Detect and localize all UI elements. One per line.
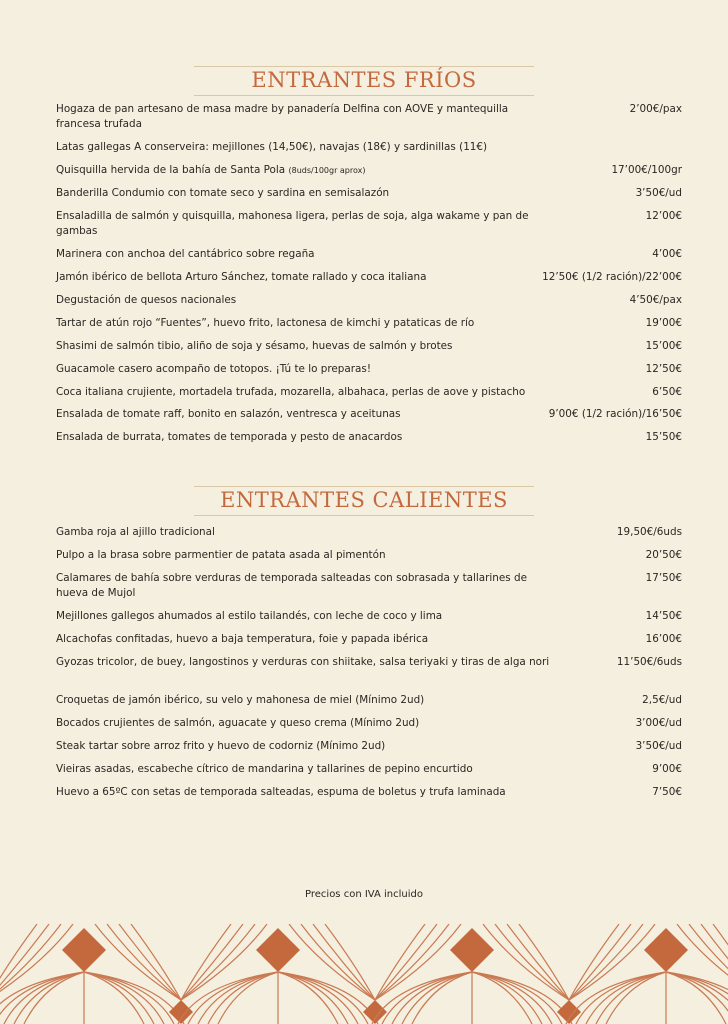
menu-item-name-text: Steak tartar sobre arroz frito y huevo de codorniz (Mínimo 2ud): [56, 740, 386, 752]
menu-item-name-text: Gyozas tricolor, de buey, langostinos y verduras con shiitake, salsa teriyaki y tiras de alga nori: [56, 656, 550, 668]
menu-item-price: 14’50€: [645, 610, 682, 622]
menu-item-name: [56, 693, 551, 708]
menu-item-name-text: Huevo a 65ºC con setas de temporada salteadas, espuma de boletus y trufa laminada: [56, 786, 506, 798]
menu-item-name-text: Shasimi de salmón tibio, aliño de soja y sésamo, huevas de salmón y brotes: [56, 340, 453, 352]
menu-item-price: 2’00€/pax: [629, 103, 682, 115]
menu-item-name: [56, 293, 551, 308]
menu-item-price: 6’50€: [652, 386, 682, 398]
menu-item-name-text: Guacamole casero acompaño de totopos. ¡Tú te lo preparas!: [56, 363, 371, 375]
menu-item-price: 15’50€: [645, 431, 682, 443]
menu-item-price: 20’50€: [645, 549, 682, 561]
pattern-diamond: [62, 928, 106, 972]
menu-item-name: [56, 785, 551, 800]
menu-item-name: [56, 407, 551, 422]
menu-item-name-text: Marinera con anchoa del cantábrico sobre regaña: [56, 248, 315, 260]
menu-item-name-text: Banderilla Condumio con tomate seco y sardina en semisalazón: [56, 187, 390, 199]
menu-item-name: [56, 186, 551, 201]
menu-item-name-text: Calamares de bahía sobre verduras de temporada salteadas con sobrasada y tallarines de hueva de Mujol: [56, 572, 527, 599]
hot-section-title: ENTRANTES CALIENTES: [220, 488, 508, 512]
hot-heading-rule-bottom: [194, 515, 534, 516]
menu-item-price: 19,50€/6uds: [616, 526, 682, 538]
menu-item-name-text: Degustación de quesos nacionales: [56, 294, 237, 306]
menu-item-name-text: Hogaza de pan artesano de masa madre by panadería Delfina con AOVE y mantequilla francesa trufada: [56, 103, 509, 130]
menu-item-price: 16’00€: [645, 633, 682, 645]
menu-item-name: [56, 739, 551, 754]
menu-item-price: 17’00€/100gr: [611, 164, 682, 176]
menu-item-price: 12’00€: [645, 210, 682, 222]
menu-item-name: [56, 247, 551, 262]
menu-item-price: 3’50€/ud: [635, 187, 682, 199]
menu-item-price: 9’00€ (1/2 ración)/16’50€: [548, 408, 682, 420]
menu-item-name: [56, 716, 551, 731]
menu-item-price: 19’00€: [645, 317, 682, 329]
pattern-diamond: [644, 928, 688, 972]
cold-heading-rule-bottom: [194, 95, 534, 96]
menu-item-price: 17’50€: [645, 572, 682, 584]
menu-item-name: [56, 609, 551, 624]
menu-item-name: [56, 632, 551, 647]
cold-section-title: ENTRANTES FRÍOS: [251, 68, 477, 92]
pattern-diamond: [256, 928, 300, 972]
menu-item-price: 12’50€ (1/2 ración)/22’00€: [542, 271, 682, 283]
menu-item-price: 4’00€: [652, 248, 682, 260]
menu-item-price: 2,5€/ud: [642, 694, 682, 706]
decorative-art-deco-pattern: [0, 924, 728, 1024]
menu-item-note: (8uds/100gr aprox): [288, 166, 366, 175]
menu-item-name: [56, 362, 551, 377]
menu-item-price: 12’50€: [645, 363, 682, 375]
menu-item-name: [56, 385, 551, 400]
menu-item-name-text: Tartar de atún rojo “Fuentes”, huevo frito, lactonesa de kimchi y pataticas de río: [56, 317, 475, 329]
price-note: Precios con IVA incluido: [305, 889, 423, 900]
cold-heading-block: [194, 66, 534, 96]
menu-item-name-text: Quisquilla hervida de la bahía de Santa Pola: [56, 164, 286, 176]
menu-item-name: [56, 209, 551, 239]
menu-item-name-text: Bocados crujientes de salmón, aguacate y queso crema (Mínimo 2ud): [56, 717, 420, 729]
menu-item-price: 3’00€/ud: [635, 717, 682, 729]
menu-item-name-text: Coca italiana crujiente, mortadela trufada, mozarella, albahaca, perlas de aove y pistacho: [56, 386, 526, 398]
menu-item-price: 4’50€/pax: [629, 294, 682, 306]
menu-item-name: [56, 571, 551, 601]
hot-heading-rule-top: [194, 486, 534, 487]
menu-item-name: [56, 548, 551, 563]
menu-item-name-text: Latas gallegas A conserveira: mejillones (14,50€), navajas (18€) y sardinillas (11€): [56, 141, 488, 153]
menu-item-name-text: Gamba roja al ajillo tradicional: [56, 526, 215, 538]
menu-item-name: [56, 430, 551, 445]
cold-heading-rule-top: [194, 66, 534, 67]
menu-item-name: [56, 102, 551, 132]
menu-item-name-text: Alcachofas confitadas, huevo a baja temperatura, foie y papada ibérica: [56, 633, 429, 645]
menu-item-name-text: Ensalada de tomate raff, bonito en salazón, ventresca y aceitunas: [56, 408, 401, 420]
menu-item-name: [56, 140, 551, 155]
menu-item-name: [56, 762, 551, 777]
menu-item-price: 11’50€/6uds: [616, 656, 682, 668]
menu-item-name: [56, 525, 551, 540]
hot-heading-block: [194, 486, 534, 516]
pattern-diamond: [450, 928, 494, 972]
menu-item-name-text: Ensaladilla de salmón y quisquilla, mahonesa ligera, perlas de soja, alga wakame y pan de gambas: [56, 210, 529, 237]
menu-item-name-text: Ensalada de burrata, tomates de temporada y pesto de anacardos: [56, 431, 403, 443]
menu-item-price: 9’00€: [652, 763, 682, 775]
menu-item-name: [56, 270, 551, 285]
menu-item-name: [56, 163, 551, 178]
menu-item-name: [56, 339, 551, 354]
menu-item-price: 7’50€: [652, 786, 682, 798]
menu-item-price: 15’00€: [645, 340, 682, 352]
menu-item-name: [56, 655, 551, 670]
menu-item-name-text: Pulpo a la brasa sobre parmentier de patata asada al pimentón: [56, 549, 386, 561]
menu-item-name-text: Mejillones gallegos ahumados al estilo tailandés, con leche de coco y lima: [56, 610, 443, 622]
menu-item-name: [56, 316, 551, 331]
menu-item-price: 3’50€/ud: [635, 740, 682, 752]
menu-item-name-text: Jamón ibérico de bellota Arturo Sánchez, tomate rallado y coca italiana: [56, 271, 427, 283]
menu-item-name-text: Vieiras asadas, escabeche cítrico de mandarina y tallarines de pepino encurtido: [56, 763, 473, 775]
menu-item-name-text: Croquetas de jamón ibérico, su velo y mahonesa de miel (Mínimo 2ud): [56, 694, 425, 706]
